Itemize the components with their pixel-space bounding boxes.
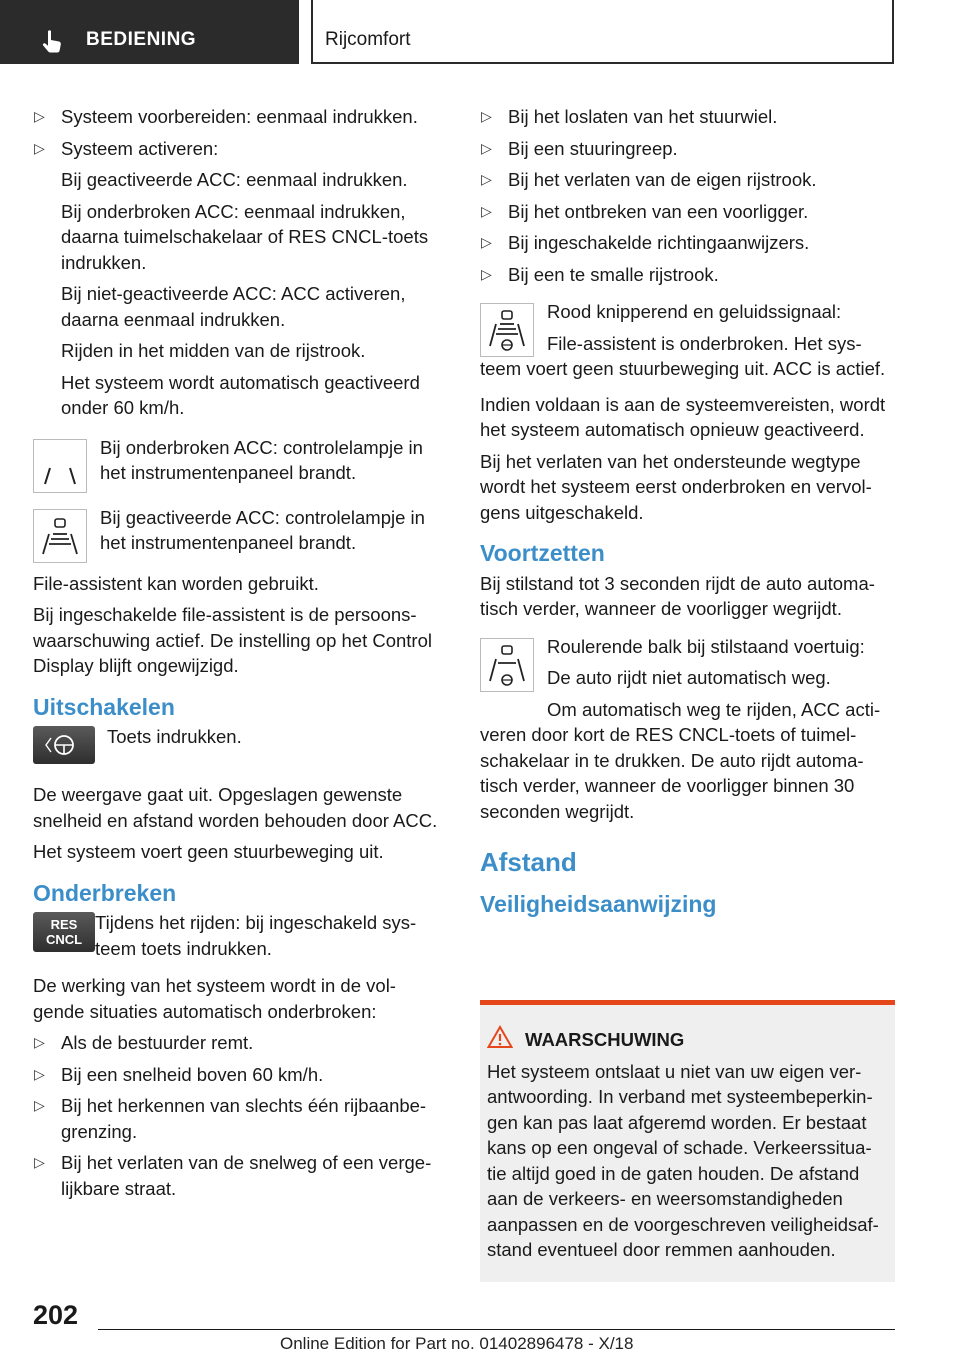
paragraph: Bij ingeschakelde file-assistent is de persoons-waarschuwing actief. De instelling op het Control Display blijft ongewijzigd. <box>33 604 432 676</box>
list-item: ▷ Bij een te smalle rijstrook. <box>480 262 895 288</box>
list-item: ▷ Bij het verlaten van de snelweg of een verge-lijkbare straat. <box>34 1152 432 1199</box>
heading-voortzetten: Voortzetten <box>480 540 605 566</box>
heading-uitschakelen: Uitschakelen <box>33 693 175 720</box>
bullet-triangle-icon: ▷ <box>481 139 492 156</box>
warning-title: WAARSCHUWING <box>525 1027 887 1053</box>
steering-wheel-button-icon <box>33 726 95 764</box>
list-item: ▷ Bij het loslaten van het stuurwiel. <box>480 104 895 130</box>
list-item: ▷ Bij het herkennen van slechts één rijbaanbe-grenzing. <box>34 1095 427 1142</box>
indicator-row <box>480 299 895 382</box>
indicator-text: Bij onderbroken ACC: controlelampje in het instrumentenpaneel brandt. <box>100 436 423 483</box>
warning-triangle-icon <box>487 1025 513 1049</box>
indicator-row <box>480 634 895 825</box>
list-item: ▷ Systeem activeren: <box>33 136 445 162</box>
paragraph: De werking van het systeem wordt in de vol-gende situaties automatisch onderbroken: <box>33 975 396 1022</box>
detail-text: Bij geactiveerde ACC: eenmaal indrukken. <box>61 169 408 190</box>
left-column <box>33 104 445 1207</box>
indicator-row <box>33 505 445 561</box>
button-text: Toets indrukken. <box>107 726 242 747</box>
heading-afstand: Afstand <box>480 847 577 877</box>
chapter-title: Rijcomfort <box>325 29 411 50</box>
button-text: Tijdens het rijden: bij ingeschakeld sys-teem toets indrukken. <box>95 912 417 959</box>
paragraph: File-assistent kan worden gebruikt. <box>33 572 319 594</box>
lane-assist-red-icon <box>480 303 534 357</box>
detail-text: Bij niet-geactiveerde ACC: ACC activeren, daarna eenmaal indrukken. <box>61 283 406 330</box>
paragraph: Bij stilstand tot 3 seconden rijdt de auto automa-tisch verder, wanneer de voorligger wegrijdt. <box>480 572 875 619</box>
lane-lines-icon <box>33 439 87 493</box>
footer-divider <box>98 1329 895 1330</box>
section-label: BEDIENING <box>86 29 197 50</box>
indicator-row <box>33 435 445 491</box>
detail-text: Bij onderbroken ACC: eenmaal indrukken, daarna tuimelschakelaar of RES CNCL-toets indrukken. <box>61 200 429 273</box>
list-item: ▷ Als de bestuurder remt. <box>33 1030 445 1056</box>
page-number: 202 <box>33 1300 79 1330</box>
section-tab <box>0 0 299 64</box>
heading-veiligheidsaanwijzing: Veiligheidsaanwijzing <box>480 890 717 917</box>
paragraph: Bij het verlaten van het ondersteunde wegtype wordt het systeem eerst onderbroken en vervol-gens uitgeschakeld. <box>480 450 872 523</box>
paragraph: Het systeem voert geen stuurbeweging uit. <box>33 841 384 862</box>
indicator-text: Rood knipperend en geluidssignaal: <box>547 301 842 322</box>
list-item: ▷ Bij het ontbreken van een voorligger. <box>480 199 895 225</box>
indicator-detail: Om automatisch weg te rijden, ACC acti-veren door kort de RES CNCL-toets of tuimel-schakelaar in te drukken. De auto rijdt automa-tisch verder, wanneer de voorligger binnen 30 seconden wegrijdt. <box>480 698 881 822</box>
warning-box <box>480 1000 895 1282</box>
detail-text: Het systeem wordt automatisch geactiveerd onder 60 km/h. <box>61 371 420 418</box>
list-item: ▷ Bij een stuuringreep. <box>480 136 895 162</box>
bullet-triangle-icon: ▷ <box>481 108 492 124</box>
heading-onderbreken: Onderbreken <box>33 879 177 906</box>
bullet-triangle-icon: ▷ <box>481 234 492 250</box>
bullet-triangle-icon: ▷ <box>34 1097 45 1113</box>
bullet-triangle-icon: ▷ <box>481 171 492 187</box>
indicator-detail: File-assistent is onderbroken. Het sys-teem voert geen stuurbeweging uit. ACC is actief. <box>480 332 886 379</box>
bullet-triangle-icon: ▷ <box>34 139 45 156</box>
right-column <box>480 104 895 921</box>
footer-edition: Online Edition for Part no. 01402896478 - X/18 <box>280 1334 634 1353</box>
lane-assist-icon <box>33 509 87 563</box>
paragraph: De weergave gaat uit. Opgeslagen gewenste snelheid en afstand worden behouden door ACC. <box>33 784 438 831</box>
button-row <box>33 910 445 961</box>
bullet-triangle-icon: ▷ <box>34 1034 45 1050</box>
button-row <box>33 724 445 768</box>
res-cncl-button-icon: RES CNCL <box>33 912 95 952</box>
warning-text: Het systeem ontslaat u niet van uw eigen ver-antwoording. In verband met systeembeperkin-gen kan pas laat afgeremd worden. Er bestaat kans op een ongeval of schade. Verkeerssitua-tie altijd goed in de gaten houden. De afstand aan de verkeers- en weersomstandigheden aanpassen en de voorgeschreven veiligheidsaf-stand eventueel door remmen aanhouden. <box>487 1060 879 1260</box>
bullet-triangle-icon: ▷ <box>481 202 492 219</box>
list-item: ▷ Bij ingeschakelde richtingaanwijzers. <box>480 230 895 256</box>
bullet-triangle-icon: ▷ <box>34 1154 45 1170</box>
list-item: ▷ Systeem voorbereiden: eenmaal indrukken. <box>33 104 445 130</box>
hand-pointer-icon <box>42 29 64 53</box>
paragraph: Indien voldaan is aan de systeemvereisten, wordt het systeem automatisch opnieuw geactiveerd. <box>480 393 886 440</box>
list-item: ▷ Bij het verlaten van de eigen rijstrook. <box>480 167 895 193</box>
bullet-triangle-icon: ▷ <box>34 108 45 124</box>
detail-text: Rijden in het midden van de rijstrook. <box>61 340 366 361</box>
bullet-triangle-icon: ▷ <box>34 1065 45 1082</box>
lane-assist-standstill-icon <box>480 638 534 692</box>
indicator-text: Bij geactiveerde ACC: controlelampje in het instrumentenpaneel brandt. <box>100 506 425 553</box>
list-item: ▷ Bij een snelheid boven 60 km/h. <box>33 1062 445 1088</box>
bullet-triangle-icon: ▷ <box>481 265 492 282</box>
indicator-text: Roulerende balk bij stilstaand voertuig: De auto rijdt niet automatisch weg. <box>547 635 865 688</box>
